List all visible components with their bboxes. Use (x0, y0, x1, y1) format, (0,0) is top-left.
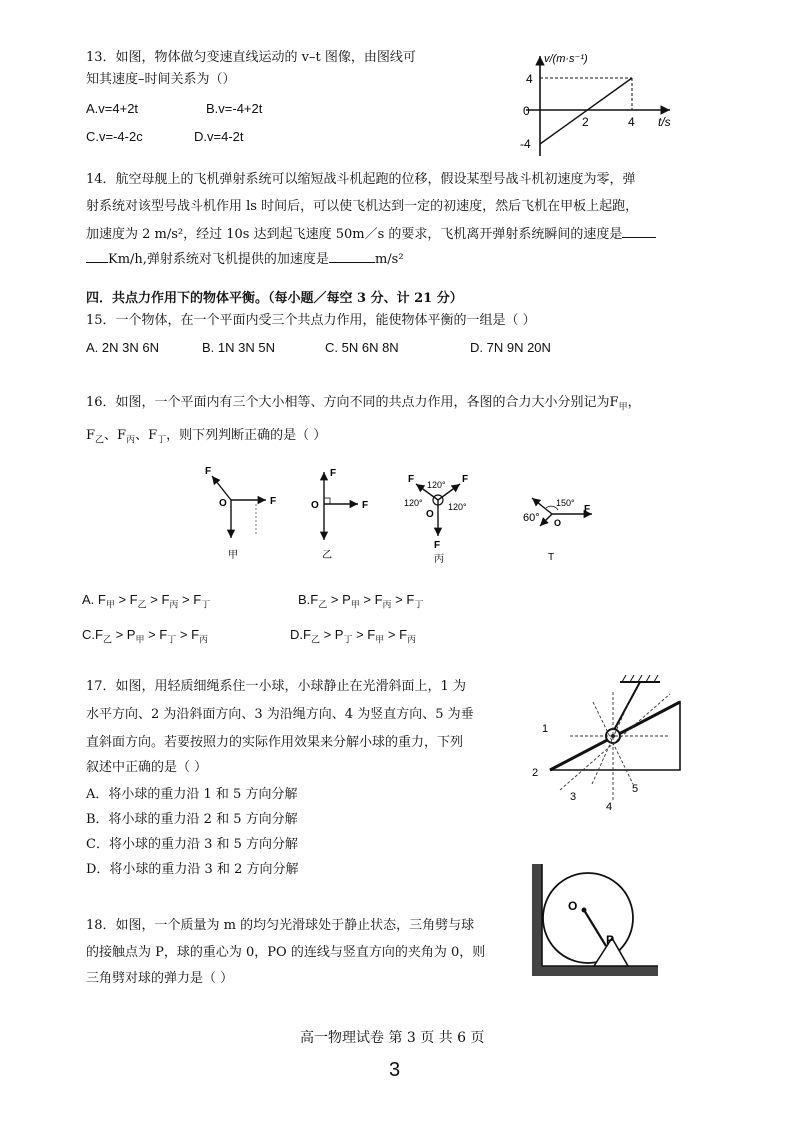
q17-line2: 水平方向、2 为沿斜面方向、3 为沿绳方向、4 为竖直方向、5 为垂 (86, 707, 474, 722)
q16-f2: 、F (104, 428, 127, 443)
svg-text:120°: 120° (427, 480, 446, 490)
q15-option-b: B. 1N 3N 5N (202, 340, 275, 355)
q14-line2: 射系统对该型号战斗机作用 ls 时间后，可以使飞机达到一定的初速度，然后飞机在甲板上起跑， (86, 199, 639, 214)
q16-option-a: A. $F_甲 > F_乙 > F_丙 > F_丁$ (82, 592, 211, 610)
q14-line1: 14．航空母舰上的飞机弹射系统可以缩短战斗机起跑的位移，假设某型号战斗机初速度为零，弹 (86, 172, 636, 187)
q14-line4-text: Km/h,弹射系统对飞机提供的加速度是 (108, 252, 329, 267)
svg-text:120°: 120° (404, 498, 423, 508)
q15-option-a: A. 2N 3N 6N (86, 340, 159, 355)
q17-option-d: D．将小球的重力沿 3 和 2 方向分解 (86, 862, 299, 877)
q18-line3: 三角劈对球的弹力是（ ） (86, 971, 234, 986)
q16-option-b: $B.F_乙 > P_甲 > F_丙 > F_丁$ (298, 592, 424, 610)
q16-force-diagrams (190, 462, 610, 568)
q17-option-b: B．将小球的重力沿 2 和 5 方向分解 (86, 812, 298, 827)
q13-tick-4: 4 (526, 72, 533, 86)
svg-text:O: O (568, 899, 578, 913)
svg-text:乙: 乙 (322, 550, 332, 561)
q18-line1: 18．如图，一个质量为 m 的均匀光滑球处于静止状态，三角劈与球 (86, 918, 475, 933)
q13-tick-x4: 4 (628, 115, 635, 129)
q16-line1 (86, 395, 641, 416)
svg-text:F: F (434, 540, 441, 551)
q14-line3 (86, 225, 656, 243)
q14-blank-speed-b[interactable] (86, 250, 108, 263)
section4-heading: 四．共点力作用下的物体平衡。（每小题／每空 3 分、计 21 分） (86, 291, 463, 306)
svg-text:F: F (362, 500, 369, 511)
q13-option-c: C.v=-4-2c (86, 129, 143, 144)
q13-x-label: t/s (658, 115, 671, 129)
q17-option-a: A．将小球的重力沿 1 和 5 方向分解 (86, 787, 298, 802)
q16-line1-comma: ， (627, 395, 641, 410)
q16-diagram-jia (205, 466, 276, 561)
q16-option-d: $D.F_乙 > P_丁 > F_甲 > F_丙$ (290, 627, 417, 645)
q14-line4 (86, 250, 404, 268)
svg-text:F: F (584, 504, 591, 515)
q15-stem: 15．一个物体，在一个平面内受三个共点力作用，能使物体平衡的一组是（ ） (86, 313, 536, 328)
q13-tick-x2: 2 (582, 115, 589, 129)
q17-line4: 叙述中正确的是（ ） (86, 760, 208, 775)
q17-line3: 直斜面方向。若要按照力的实际作用效果来分解小球的重力，下列 (86, 735, 464, 750)
q13-option-b: B.v=-4+2t (206, 101, 263, 116)
svg-text:F: F (462, 474, 469, 485)
q16-line2 (86, 428, 326, 449)
svg-text:4: 4 (606, 801, 613, 813)
footer-caption: 高一物理试卷 第 3 页 共 6 页 (300, 1030, 485, 1046)
q13-vt-line (540, 78, 632, 144)
svg-text:120°: 120° (448, 502, 467, 512)
svg-text:F: F (408, 474, 415, 485)
q16-f1: F (86, 428, 96, 443)
svg-text:甲: 甲 (228, 550, 238, 561)
q16-diagram-yi (311, 468, 368, 561)
q16-option-c: $C.F_乙 > P_甲 > F_丁 > F_丙$ (82, 627, 209, 645)
q13-y-label: v/(m·s⁻¹) (544, 53, 588, 65)
svg-text:60°: 60° (523, 512, 540, 524)
q15-option-d: D. 7N 9N 20N (470, 340, 551, 355)
svg-text:150°: 150° (556, 498, 575, 508)
q16-tail: ，则下列判断正确的是（ ） (166, 428, 327, 443)
svg-text:O: O (311, 500, 319, 511)
svg-text:F: F (270, 496, 277, 507)
q14-blank-accel[interactable] (329, 250, 375, 263)
q13-stem-line2: 知其速度–时间关系为（） (86, 72, 236, 87)
q16-diagram-bing (404, 474, 468, 565)
q13-origin: 0 (523, 104, 530, 118)
q16-s1: 乙 (95, 435, 105, 446)
q13-stem-line1: 13．如图，物体做匀变速直线运动的 v–t 图像，由图线可 (86, 50, 416, 65)
q17-option-c: C．将小球的重力沿 3 和 5 方向分解 (86, 837, 299, 852)
q14-blank-speed-a[interactable] (622, 225, 656, 238)
q16-line1-text: 16．如图，一个平面内有三个大小相等、方向不同的共点力作用，各图的合力大小分别记为F (86, 395, 619, 410)
q13-vt-graph (512, 48, 682, 166)
svg-text:O: O (554, 518, 562, 528)
svg-text:5: 5 (632, 783, 639, 795)
q14-line4-unit: m/s² (374, 252, 404, 267)
svg-text:P: P (606, 933, 615, 947)
svg-text:F: F (330, 468, 337, 479)
q16-s3: 丁 (157, 435, 167, 446)
q17-line1: 17．如图，用轻质细绳系住一小球，小球静止在光滑斜面上，1 为 (86, 679, 466, 694)
svg-text:O: O (426, 509, 434, 520)
svg-text:3: 3 (570, 791, 577, 803)
q13-option-d: D.v=4-2t (194, 129, 244, 144)
q13-tick-neg4: -4 (520, 137, 531, 151)
svg-text:1: 1 (542, 723, 549, 735)
q18-line2: 的接触点为 P，球的重心为 0，PO 的连线与竖直方向的夹角为 0，则 (86, 945, 486, 960)
page-number: 3 (389, 1059, 401, 1081)
q16-s2: 丙 (126, 435, 136, 446)
q16-line1-sub: 甲 (618, 402, 628, 413)
svg-text:丙: 丙 (434, 554, 444, 565)
svg-text:O: O (219, 498, 227, 509)
svg-text:2: 2 (532, 767, 539, 779)
q15-option-c: C. 5N 6N 8N (325, 340, 399, 355)
q16-diagram-ding (523, 498, 592, 563)
svg-text:F: F (205, 466, 212, 477)
q14-line3-text: 加速度为 2 m/s²，经过 10s 达到起飞速度 50m／s 的要求，飞机离开弹射系统瞬间的速度是 (86, 227, 623, 242)
q13-option-a: A.v=4+2t (86, 101, 139, 116)
q17-incline-diagram (530, 672, 695, 812)
svg-text:T: T (548, 552, 555, 563)
q18-ball-diagram (528, 860, 662, 982)
q16-f3: 、F (135, 428, 158, 443)
